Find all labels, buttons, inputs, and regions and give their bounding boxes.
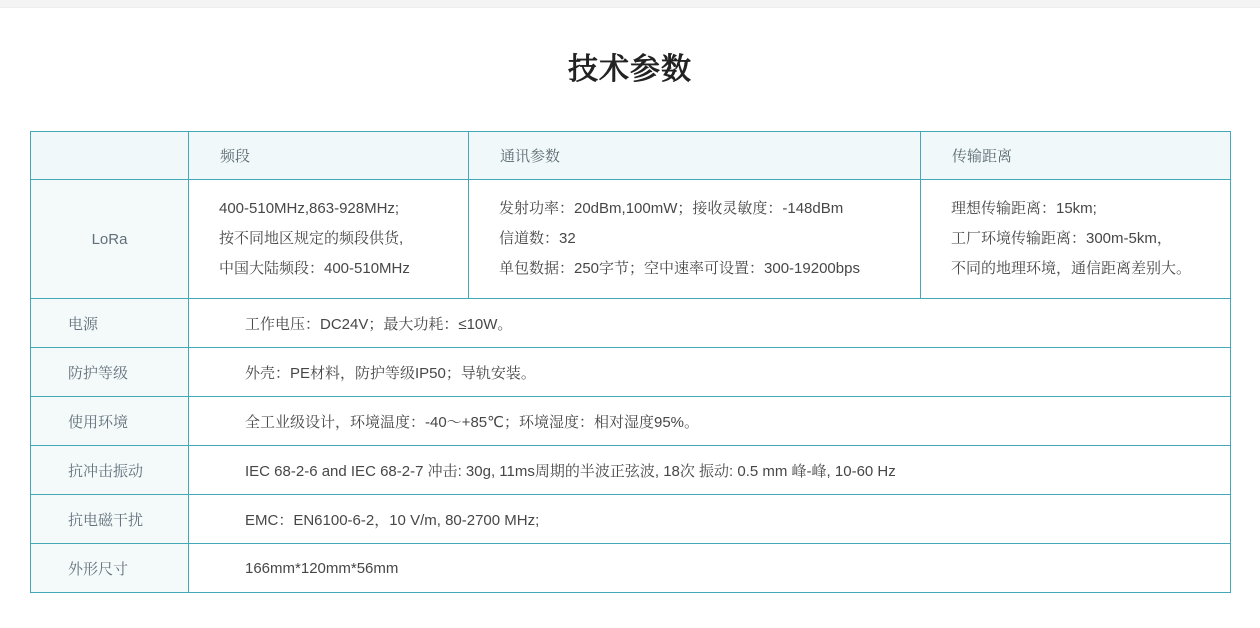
table-row-protection-level — [31, 348, 1231, 397]
column-header-frequency-band: 频段 — [189, 132, 469, 180]
lora-comm-params-cell — [469, 180, 921, 299]
specs-table-container — [30, 131, 1230, 593]
page-title: 技术参数 — [568, 53, 692, 86]
row-label-emi-resistance: 抗电磁干扰 — [31, 495, 189, 544]
top-bar — [0, 0, 1260, 8]
distance-line: 工厂环境传输距离：300m-5km， — [951, 230, 1172, 247]
table-row-shock-vibration — [31, 446, 1231, 495]
table-row-lora — [31, 180, 1231, 299]
row-label-power: 电源 — [31, 299, 189, 348]
row-value-power: 工作电压：DC24V；最大功耗：≤10W。 — [189, 299, 1231, 348]
row-value-emi-resistance: EMC：EN6100-6-2，10 V/m, 80-2700 MHz; — [189, 495, 1231, 544]
table-row-operating-environment — [31, 397, 1231, 446]
row-label-lora: LoRa — [31, 180, 189, 299]
lora-frequency-cell — [189, 180, 469, 299]
column-header-comm-params: 通讯参数 — [469, 132, 921, 180]
lora-distance-cell — [921, 180, 1231, 299]
table-row-dimensions — [31, 544, 1231, 593]
column-header-blank — [31, 132, 189, 180]
comm-params-line: 信道数：32 — [499, 230, 576, 247]
row-label-operating-environment: 使用环境 — [31, 397, 189, 446]
table-row-power — [31, 299, 1231, 348]
distance-line: 理想传输距离：15km; — [951, 200, 1097, 217]
frequency-line: 中国大陆频段：400-510MHz — [219, 260, 410, 277]
row-value-dimensions: 166mm*120mm*56mm — [189, 544, 1231, 593]
frequency-line: 按不同地区规定的频段供货, — [219, 230, 404, 247]
row-value-protection-level: 外壳：PE材料，防护等级IP50；导轨安装。 — [189, 348, 1231, 397]
comm-params-line: 单包数据：250字节；空中速率可设置：300-19200bps — [499, 260, 860, 277]
table-row-emi-resistance — [31, 495, 1231, 544]
frequency-line: 400-510MHz,863-928MHz; — [219, 200, 400, 217]
distance-line: 不同的地理环境，通信距离差别大。 — [951, 260, 1192, 277]
comm-params-line: 发射功率：20dBm,100mW；接收灵敏度：-148dBm — [499, 200, 844, 217]
specs-table — [30, 131, 1231, 593]
header-row — [31, 132, 1231, 180]
row-label-shock-vibration: 抗冲击振动 — [31, 446, 189, 495]
row-value-shock-vibration: IEC 68-2-6 and IEC 68-2-7 冲击: 30g, 11ms周期的半波正弦波, 18次 振动: 0.5 mm 峰-峰, 10-60 Hz — [189, 446, 1231, 495]
row-label-dimensions: 外形尺寸 — [31, 544, 189, 593]
column-header-transmission-distance: 传输距离 — [921, 132, 1231, 180]
row-label-protection-level: 防护等级 — [31, 348, 189, 397]
row-value-operating-environment: 全工业级设计，环境温度：-40～+85℃；环境湿度：相对湿度95%。 — [189, 397, 1231, 446]
